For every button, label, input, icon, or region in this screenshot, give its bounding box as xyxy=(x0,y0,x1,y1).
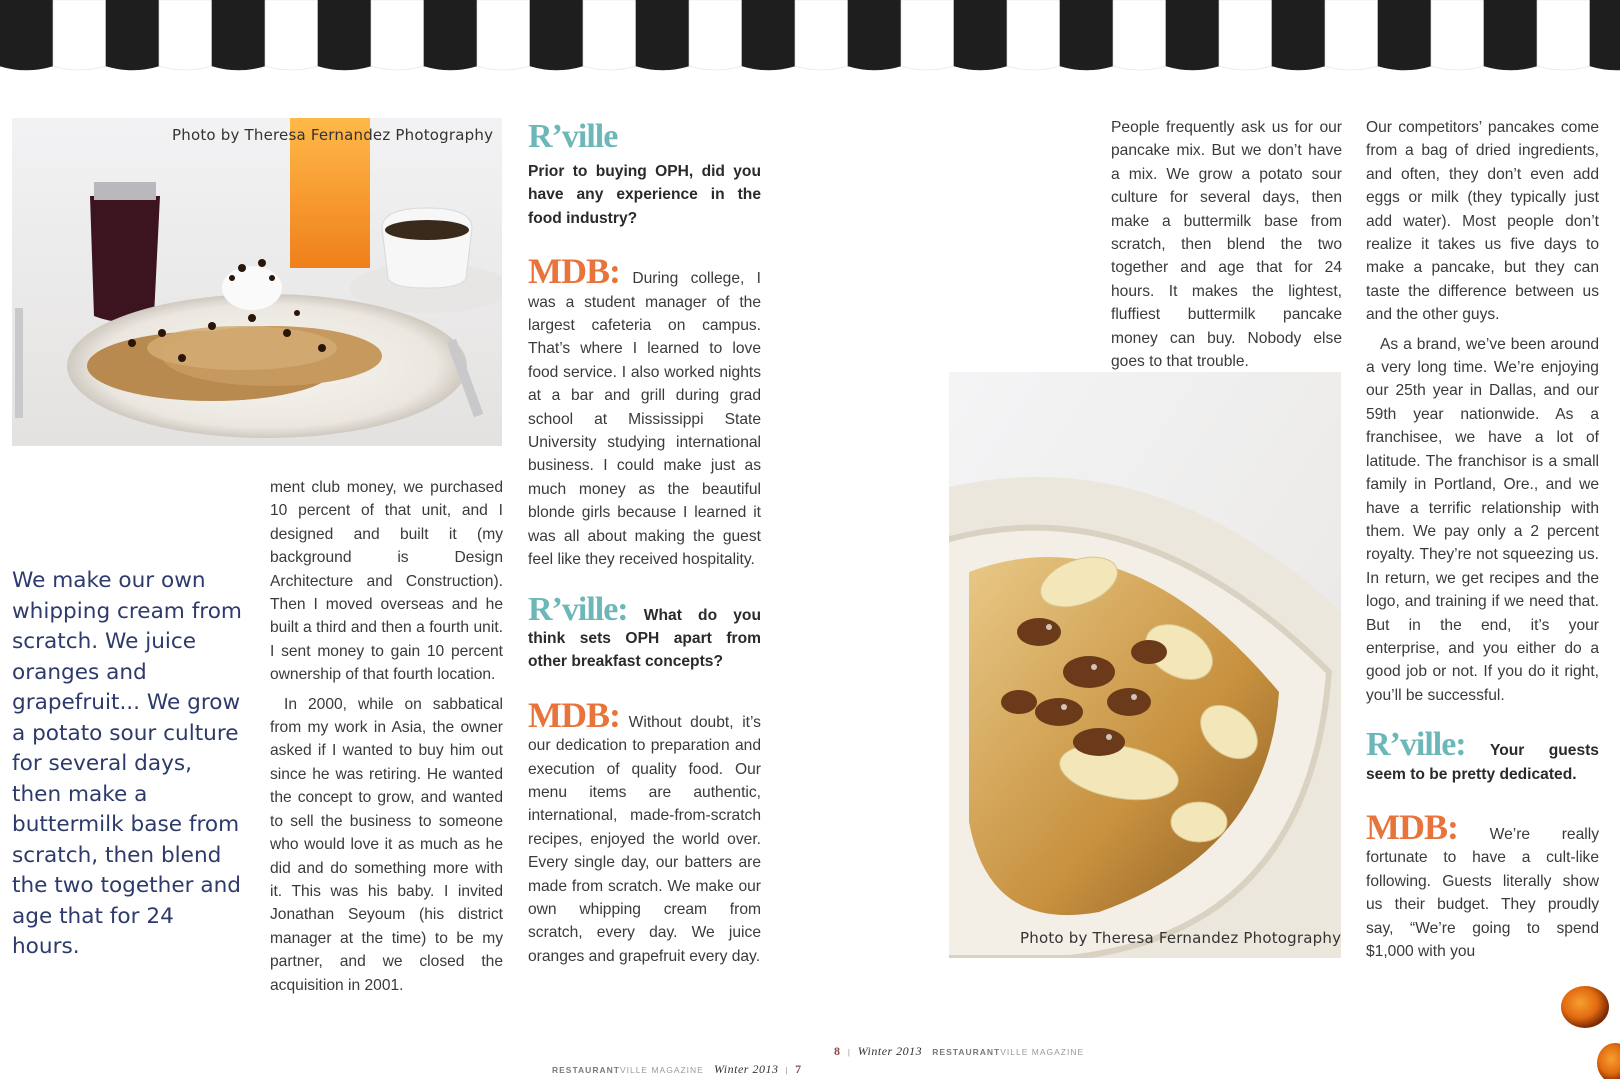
mdb-label: MDB: xyxy=(528,694,620,735)
awning-stripe xyxy=(689,0,742,70)
footer-brand-light: VILLE MAGAZINE xyxy=(1000,1047,1085,1057)
interview-answer-1 xyxy=(528,251,761,571)
left-photo-caption: Photo by Theresa Fernandez Photography xyxy=(172,126,494,144)
footer-season: Winter 2013 xyxy=(713,1062,779,1076)
awning-stripe xyxy=(318,0,371,70)
right-col2-paragraph-2: As a brand, we’ve been around a very long time. We’re enjoying our 25th year in Dallas, and our 59th year nationwide. As a franchisee, we have a lot of latitude. The franchisor is a small family in Portland, Ore., and we have a terrific relationship with them. We pay only a 2 percent royalty. They’re not squeezing us. In return, we get recipes and the logo, and training if we need that. But in the end, it’s your enterprise, and you either do a good job or not. If you do it right, you’ll be successful. xyxy=(1366,335,1599,704)
footer-brand-bold: RESTAURANT xyxy=(552,1065,620,1075)
mdb-label: MDB: xyxy=(528,251,620,292)
awning-stripe xyxy=(1219,0,1272,70)
footer-separator: | xyxy=(785,1065,789,1075)
awning-stripe xyxy=(1007,0,1060,70)
awning-stripe xyxy=(530,0,583,70)
pancake-illustration xyxy=(12,118,502,446)
awning-stripe xyxy=(848,0,901,70)
question-text: Your guests seem to be pretty dedicated. xyxy=(1366,742,1599,783)
awning-stripe xyxy=(477,0,530,70)
interview-question-3 xyxy=(1366,726,1599,786)
interview-answer-3 xyxy=(1366,806,1599,963)
awning-stripe xyxy=(636,0,689,70)
answer-text: During college, I was a student manager of the largest cafeteria on campus. That’s where I learned to love food service. I also worked nights at a bar and grill during grad school at Mississippi State University studying international business. I could make just as much money as the beautiful blonde girls because I learned it was all about making the guest feel like they received hospitality. xyxy=(528,270,761,569)
right-photo-caption: Photo by Theresa Fernandez Photography xyxy=(1020,929,1342,947)
awning-stripe xyxy=(1113,0,1166,70)
question-text: Prior to buying OPH, did you have any experience in the food industry? xyxy=(528,163,761,227)
right-column-2 xyxy=(1366,116,1599,963)
right-col1-paragraph: People frequently ask us for our pancake mix. But we don’t have a mix. We grow a potato sour culture for several days, then make a buttermilk base from scratch, then blend the two together and age that for 24 hours. It makes the lightest, fluffiest buttermilk pancake money can buy. Nobody else goes to that trouble. xyxy=(1111,119,1342,371)
left-col1-paragraph-1: ment club money, we purchased 10 percent of that unit, and I designed and built it (my background is Design Architecture and Construction). Then I moved overseas and he built a third and then a fourth unit. I sent money to gain 10 percent ownership of that fourth location. xyxy=(270,479,503,684)
awning-stripe xyxy=(159,0,212,70)
left-col1-paragraph-2: In 2000, while on sabbatical from my work in Asia, the owner asked if I wanted to buy him out since he was retiring. He wanted the concept to grow, and wanted to sell the business to someone who would love it as much as he did and do something more with it. This was his baby. I invited Jonathan Seyoum (his district manager at the time) to be my partner, and we closed the acquisition in 2001. xyxy=(270,695,503,994)
awning-stripe xyxy=(1537,0,1590,70)
answer-text: We’re really fortunate to have a cult-like following. Guests literally show us their budget. They proudly say, “We’re going to spend $1,000 with you xyxy=(1366,825,1599,960)
awning-stripe xyxy=(742,0,795,70)
awning-stripe xyxy=(0,0,53,70)
awning-stripe xyxy=(901,0,954,70)
awning-stripe xyxy=(1378,0,1431,70)
answer-text: Without doubt, it’s our dedication to preparation and execution of quality food. Our menu items are authentic, international, made-from-scratch recipes, enjoyed the world over. Every single day, our batters are made from scratch. We make our own whipping cream from scratch, every day. We juice oranges and grapefruit every day. xyxy=(528,713,761,965)
awning-stripe xyxy=(954,0,1007,70)
awning-stripe xyxy=(1431,0,1484,70)
left-column-1 xyxy=(270,476,503,997)
pancake-photo xyxy=(12,118,502,446)
question-text: What do you think sets OPH apart from other breakfast concepts? xyxy=(528,606,761,671)
awning-stripe xyxy=(795,0,848,70)
interview-question-1 xyxy=(528,116,761,230)
awning-stripe xyxy=(371,0,424,70)
footer-separator: | xyxy=(847,1047,851,1057)
left-page-footer xyxy=(552,1062,802,1077)
rville-label: R’ville xyxy=(528,118,618,155)
decorative-orange-splash xyxy=(1555,985,1620,1079)
right-page-footer xyxy=(834,1044,1084,1059)
awning-stripe xyxy=(1484,0,1537,70)
banana-crepe-photo xyxy=(949,372,1341,958)
awning-stripe xyxy=(106,0,159,70)
awning-stripe-border xyxy=(0,0,1620,74)
awning-stripe xyxy=(1325,0,1378,70)
right-col2-paragraph-1: Our competitors’ pancakes come from a bag of dried ingredients, and often, they don’t even add eggs or milk (they typically just add water). Most people don’t realize it takes us five days to make a pancake, but they can taste the difference between us and the other guys. xyxy=(1366,119,1599,324)
awning-stripe xyxy=(1272,0,1325,70)
awning-stripe xyxy=(583,0,636,70)
awning-stripe xyxy=(1590,0,1620,70)
mdb-label: MDB: xyxy=(1366,806,1458,847)
awning-stripe xyxy=(424,0,477,70)
right-column-1 xyxy=(1111,116,1342,373)
interview-question-2 xyxy=(528,590,761,674)
page-number: 8 xyxy=(834,1044,841,1058)
interview-answer-2 xyxy=(528,694,761,968)
awning-stripe xyxy=(53,0,106,70)
pull-quote: We make our own whipping cream from scratch. We juice oranges and grapefruit... We grow a potato sour culture for several days, then make a buttermilk base from scratch, then blend the two together and age that for 24 hours. xyxy=(12,568,242,959)
page-number: 7 xyxy=(795,1062,803,1076)
awning-stripe xyxy=(1060,0,1113,70)
awning-stripe xyxy=(1166,0,1219,70)
awning-stripe xyxy=(212,0,265,70)
crepe-illustration xyxy=(949,372,1341,958)
rville-label: R’ville: xyxy=(528,590,628,628)
left-column-2 xyxy=(528,116,761,968)
footer-brand-light: VILLE MAGAZINE xyxy=(619,1065,704,1075)
rville-label: R’ville: xyxy=(1366,726,1466,764)
awning-stripe xyxy=(265,0,318,70)
footer-brand-bold: RESTAURANT xyxy=(932,1047,1001,1057)
footer-season: Winter 2013 xyxy=(857,1044,923,1058)
